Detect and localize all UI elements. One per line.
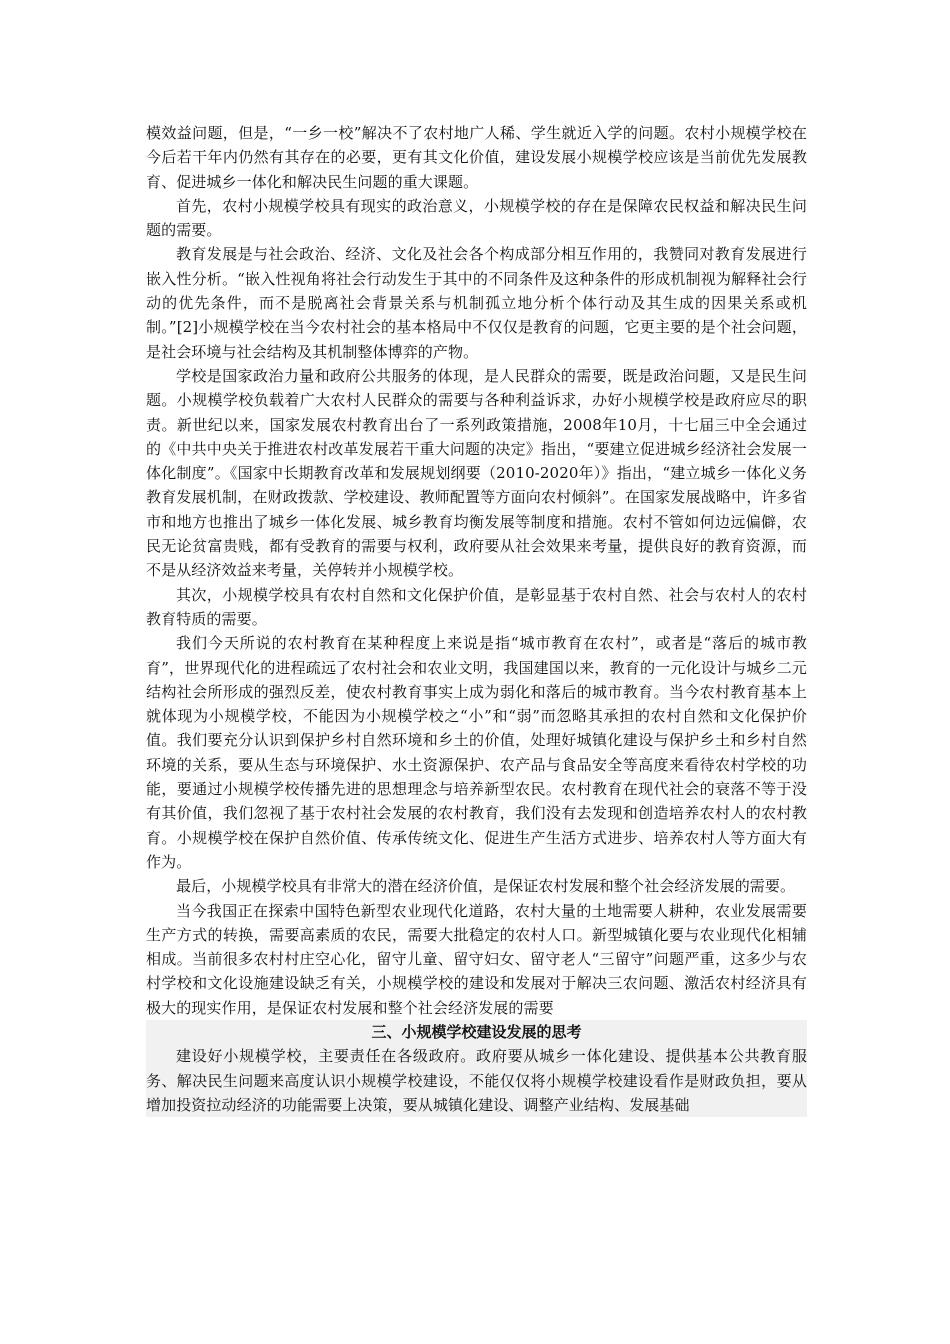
closing-paragraph: 建设好小规模学校，主要责任在各级政府。政府要从城乡一体化建设、提供基本公共教育服务、解决民生问题来高度认识小规模学校建设，不能仅仅将小规模学校建设看作是财政负担，要从增加投资拉动经济的功能需要上决策，要从城镇化建设、调整产业结构、发展基础 (146, 1044, 807, 1117)
paragraph-6: 我们今天所说的农村教育在某种程度上来说是指“城市教育在农村”，或者是“落后的城市教育”，世界现代化的进程疏远了农村社会和农业文明，我国建国以来，教育的一元化设计与城乡二元结构社会所形成的强烈反差，使农村教育事实上成为弱化和落后的城市教育。当今农村教育基本上就体现为小规模学校，不能因为小规模学校之“小”和“弱”而忽略其承担的农村自然和文化保护价值。我们要充分认识到保护乡村自然环境和乡土的价值，处理好城镇化建设与保护乡土和乡村自然环境的关系，要从生态与环境保护、水土资源保护、农产品与食品安全等高度来看待农村学校的功能，要通过小规模学校传播先进的思想理念与培养新型农民。农村教育在现代社会的衰落不等于没有其价值，我们忽视了基于农村社会发展的农村教育，我们没有去发现和创造培养农村人的农村教育。小规模学校在保护自然价值、传承传统文化、促进生产生活方式进步、培养农村人等方面大有作为。 (146, 634, 807, 871)
paragraph-5: 其次，小规模学校具有农村自然和文化保护价值，是彰显基于农村自然、社会与农村人的农村教育特质的需要。 (146, 585, 807, 628)
section-heading: 三、小规模学校建设发展的思考 (146, 1020, 807, 1044)
paragraph-3: 教育发展是与社会政治、经济、文化及社会各个构成部分相互作用的，我赞同对教育发展进行嵌入性分析。“嵌入性视角将社会行动发生于其中的不同条件及这种条件的形成机制视为解释社会行动的优先条件，而不是脱离社会背景关系与机制孤立地分析个体行动及其生成的因果关系或机制。”[2]小规模学校在当今农村社会的基本格局中不仅仅是教育的问题，它更主要的是个社会问题，是社会环境与社会结构及其机制整体博弈的产物。 (146, 245, 807, 361)
paragraph-7: 最后，小规模学校具有非常大的潜在经济价值，是保证农村发展和整个社会经济发展的需要。 (176, 877, 796, 896)
paragraph-2: 首先，农村小规模学校具有现实的政治意义，小规模学校的存在是保障农民权益和解决民生问题的需要。 (146, 196, 807, 240)
paragraph-1: 模效益问题，但是，“一乡一校”解决不了农村地广人稀、学生就近入学的问题。农村小规模学校在今后若干年内仍然有其存在的必要，更有其文化价值，建设发展小规模学校应该是当前优先发展教育、促进城乡一体化和解决民生问题的重大课题。 (146, 124, 807, 191)
paragraph-4: 学校是国家政治力量和政府公共服务的体现，是人民群众的需要，既是政治问题，又是民生问题。小规模学校负载着广大农村人民群众的需要与各种利益诉求，办好小规模学校是政府应尽的职责。新世纪以来，国家发展农村教育出台了一系列政策措施，2008年10月，十七届三中全会通过的《中共中央关于推进农村改革发展若干重大问题的决定》指出，“要建立促进城乡经济社会发展一体化制度”。《国家中长期教育改革和发展规划纲要（2010-2020年）》指出，“建立城乡一体化义务教育发展机制，在财政拨款、学校建设、教师配置等方面向农村倾斜”。在国家发展战略中，许多省市和地方也推出了城乡一体化发展、城乡教育均衡发展等制度和措施。农村不管如何边远偏僻，农民无论贫富贵贱，都有受教育的需要与权利，政府要从社会效果来考量，提供良好的教育资源，而不是从经济效益来考量，关停转并小规模学校。 (146, 366, 807, 580)
paragraph-8: 当今我国正在探索中国特色新型农业现代化道路，农村大量的土地需要人耕种，农业发展需要生产方式的转换，需要高素质的农民，需要大批稳定的农村人口。新型城镇化要与农业现代化相辅相成。当前很多农村村庄空心化，留守儿童、留守妇女、留守老人“三留守”问题严重，这多少与农村学校和文化设施建设缺乏有关，小规模学校的建设和发展对于解决三农问题、激活农村经济具有极大的现实作用，是保证农村发展和整个社会经济发展的需要 (146, 901, 807, 1017)
document-page (146, 121, 807, 1117)
